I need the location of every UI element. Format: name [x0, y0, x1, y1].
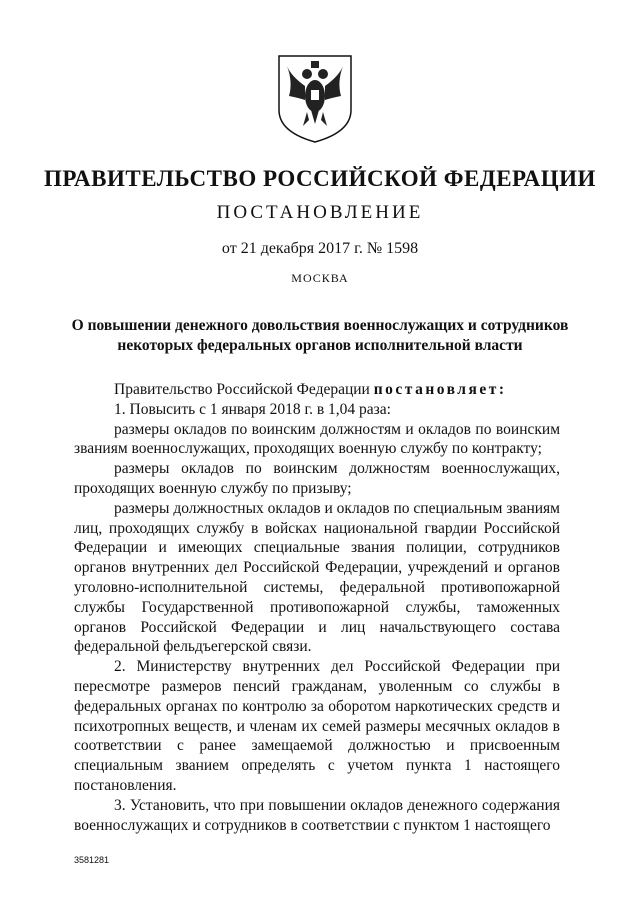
document-body — [74, 380, 560, 835]
document-date-number: от 21 декабря 2017 г. № 1598 — [221, 240, 419, 257]
paragraph-3: 3. Установить, что при повышении окладов денежного содержания военнослужащих и сотрудников в соответствии с пунктом 1 настоящего — [74, 796, 560, 834]
paragraph-1a: размеры окладов по воинским должностям и окладов по воинским званиям военнослужащих, проходящих военную службу по контракту; — [74, 420, 560, 458]
paragraph-1b: размеры окладов по воинским должностям военнослужащих, проходящих военную службу по призыву; — [74, 460, 560, 497]
paragraph-1c: размеры должностных окладов и окладов по специальным званиям лиц, проходящих службу в войсках национальной гвардии Российской Федерации и имеющих специальные звания полиции, сотрудников органов внутренних дел Российской Федерации, учреждений и органов уголовно-исполнительной системы, федеральной противопожарной службы Государственной противопожарной службы, таможенных органов Российской Федерации и лиц начальствующего состава федеральной фельдъегерской связи. — [74, 499, 560, 656]
intro-paragraph — [74, 380, 560, 400]
document-type: ПОСТАНОВЛЕНИЕ — [216, 202, 424, 223]
coat-of-arms-icon — [273, 52, 357, 146]
intro-decree-word: постановляет: — [373, 381, 507, 398]
document-heading: О повышении денежного довольствия военнослужащих и сотрудников некоторых федеральных органов исполнительной власти — [71, 317, 569, 354]
government-title: ПРАВИТЕЛЬСТВО РОССИЙСКОЙ ФЕДЕРАЦИИ — [44, 166, 596, 191]
paragraph-1: 1. Повысить с 1 января 2018 г. в 1,04 раза: — [114, 400, 391, 418]
paragraph-2: 2. Министерству внутренних дел Российской Федерации при пересмотре размеров пенсий гражданам, уволенным со службы в федеральных органах по контролю за оборотом наркотических средств и психотропных веществ, и членам их семей размеры месячных окладов в соответствии с ранее замещаемой должностью и присвоенным специальным званием определять с учетом пункта 1 настоящего постановления. — [74, 658, 560, 794]
city-name: МОСКВА — [291, 271, 349, 285]
document-number-footer: 3581281 — [74, 855, 110, 865]
intro-text: Правительство Российской Федерации — [114, 381, 374, 398]
